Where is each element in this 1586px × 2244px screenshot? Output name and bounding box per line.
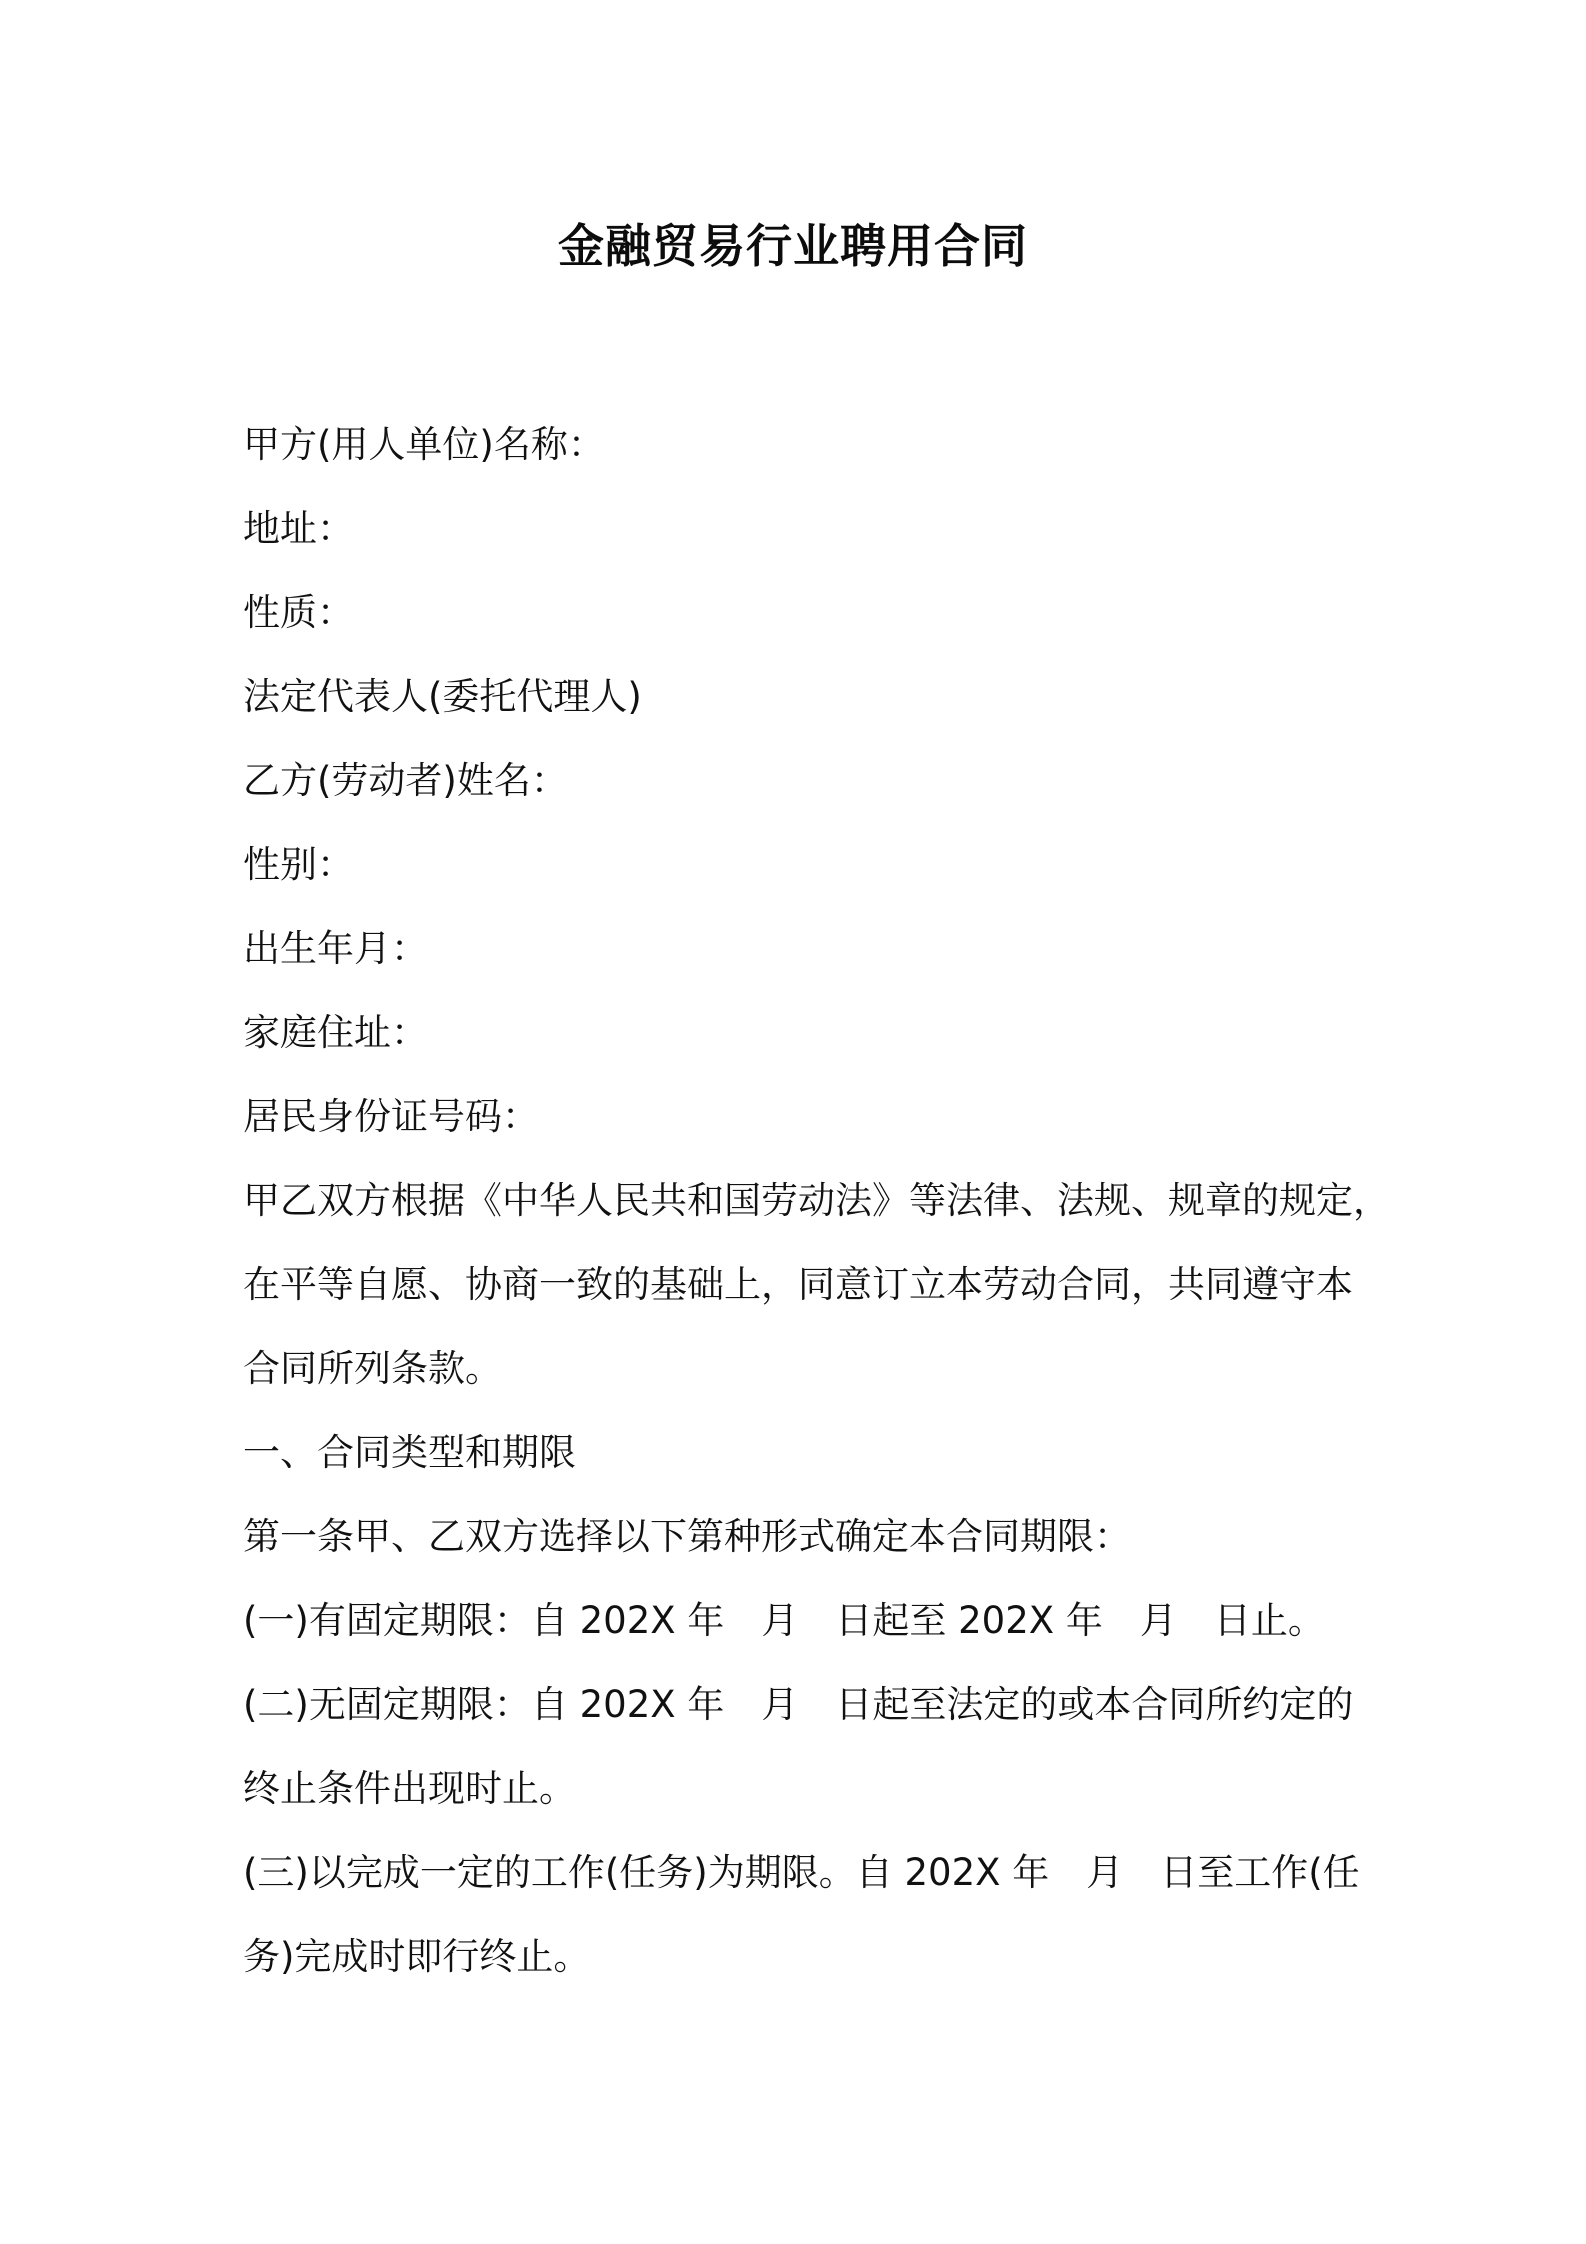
open-ended-term-line-1: (二)无固定期限：自 202X 年 月 日起至法定的或本合同所约定的: [243, 1683, 1354, 1726]
preamble-line-1: 甲乙双方根据《中华人民共和国劳动法》等法律、法规、规章的规定，: [243, 1179, 1390, 1222]
open-ended-term-line-2: 终止条件出现时止。: [243, 1767, 576, 1810]
nature-line: 性质：: [243, 591, 354, 634]
birth-date-line: 出生年月：: [243, 927, 428, 970]
home-address-line: 家庭住址：: [243, 1011, 428, 1054]
task-term-line-2: 务)完成时即行终止。: [243, 1935, 591, 1978]
preamble-line-3: 合同所列条款。: [243, 1347, 502, 1390]
article-1-line: 第一条甲、乙双方选择以下第种形式确定本合同期限：: [243, 1515, 1131, 1558]
preamble-line-2: 在平等自愿、协商一致的基础上，同意订立本劳动合同，共同遵守本: [243, 1263, 1353, 1306]
gender-line: 性别：: [243, 843, 354, 886]
legal-representative-line: 法定代表人(委托代理人): [243, 675, 642, 718]
party-b-name-line: 乙方(劳动者)姓名：: [243, 759, 568, 802]
document-title: 金融贸易行业聘用合同: [558, 219, 1028, 273]
address-line: 地址：: [243, 507, 354, 550]
section-heading-contract-type: 一、合同类型和期限: [243, 1431, 576, 1474]
task-term-line-1: (三)以完成一定的工作(任务)为期限。自 202X 年 月 日至工作(任: [243, 1851, 1360, 1894]
party-a-name-line: 甲方(用人单位)名称：: [243, 423, 605, 466]
document-body: [243, 403, 1390, 1999]
id-number-line: 居民身份证号码：: [243, 1095, 539, 1138]
fixed-term-line: (一)有固定期限：自 202X 年 月 日起至 202X 年 月 日止。: [243, 1599, 1325, 1642]
